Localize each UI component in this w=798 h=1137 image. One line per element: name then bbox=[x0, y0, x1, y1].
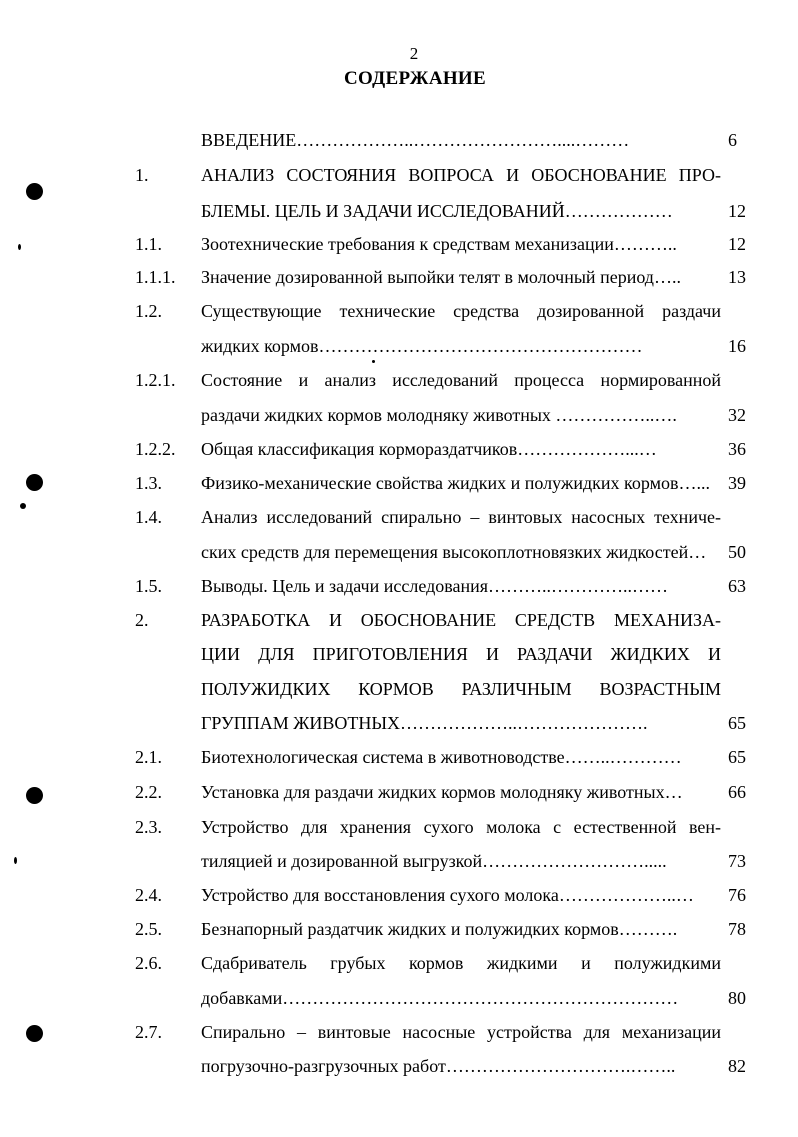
binder-hole bbox=[26, 183, 43, 200]
toc-line bbox=[0, 262, 798, 292]
toc-line bbox=[0, 160, 798, 190]
section-title: тиляцией и дозированной выгрузкой………………………..... bbox=[201, 851, 667, 871]
toc-line bbox=[0, 812, 798, 842]
section-title: погрузочно-разгрузочных работ………………………….…….. bbox=[201, 1056, 676, 1076]
section-title: ГРУППАМ ЖИВОТНЫХ………………..…………………. bbox=[201, 713, 648, 733]
toc-line bbox=[0, 125, 798, 155]
page-ref: 39 bbox=[728, 473, 746, 493]
toc-line bbox=[0, 605, 798, 635]
section-title: БЛЕМЫ. ЦЕЛЬ И ЗАДАЧИ ИССЛЕДОВАНИЙ……………… bbox=[201, 201, 673, 221]
page-ref: 73 bbox=[728, 851, 746, 871]
binder-hole bbox=[26, 1025, 43, 1042]
page-ref: 12 bbox=[728, 234, 746, 254]
toc-line bbox=[0, 880, 798, 910]
toc-line bbox=[0, 537, 798, 567]
section-number: 2.5. bbox=[135, 919, 162, 939]
page-ref: 65 bbox=[728, 747, 746, 767]
section-number: 2.7. bbox=[135, 1022, 162, 1042]
section-number: 2.3. bbox=[135, 817, 162, 837]
section-title: Выводы. Цель и задачи исследования………..…………..…… bbox=[201, 576, 669, 596]
toc-line bbox=[0, 502, 798, 532]
page-ref: 6 bbox=[728, 130, 737, 150]
toc-line bbox=[0, 1017, 798, 1047]
toc-line bbox=[0, 1051, 798, 1081]
section-title: жидких кормов……………………………………………… bbox=[201, 336, 643, 356]
section-number: 1.2. bbox=[135, 301, 162, 321]
toc-line bbox=[0, 983, 798, 1013]
page-ref: 76 bbox=[728, 885, 746, 905]
section-number: 1.1. bbox=[135, 234, 162, 254]
toc-line bbox=[0, 296, 798, 326]
page-ref: 12 bbox=[728, 201, 746, 221]
page-ref: 32 bbox=[728, 405, 746, 425]
section-number: 1.5. bbox=[135, 576, 162, 596]
section-title: Общая классификация кормораздатчиков………………...… bbox=[201, 439, 657, 459]
section-title: Установка для раздачи жидких кормов молодняку животных… bbox=[201, 782, 683, 802]
toc-line bbox=[0, 400, 798, 430]
page-ref: 66 bbox=[728, 782, 746, 802]
toc-line bbox=[0, 948, 798, 978]
section-title: ВВЕДЕНИЕ………………..……………………....……… bbox=[201, 130, 630, 150]
section-number: 2. bbox=[135, 610, 149, 630]
toc-line bbox=[0, 468, 798, 498]
section-number: 2.1. bbox=[135, 747, 162, 767]
page-ref: 63 bbox=[728, 576, 746, 596]
section-number: 2.6. bbox=[135, 953, 162, 973]
section-title: Устройство для хранения сухого молока с естественной вен- bbox=[201, 817, 721, 837]
section-title: Состояние и анализ исследований процесса нормированной bbox=[201, 370, 721, 390]
toc-line bbox=[0, 365, 798, 395]
toc-line bbox=[0, 331, 798, 361]
section-title: Анализ исследований спирально – винтовых насосных техниче- bbox=[201, 507, 721, 527]
section-number: 1.3. bbox=[135, 473, 162, 493]
binder-hole bbox=[26, 474, 43, 491]
toc-line bbox=[0, 674, 798, 704]
section-number: 2.2. bbox=[135, 782, 162, 802]
page-ref: 80 bbox=[728, 988, 746, 1008]
binder-hole bbox=[26, 787, 43, 804]
section-title: добавками………………………………………………………… bbox=[201, 988, 679, 1008]
section-number: 1.2.2. bbox=[135, 439, 176, 459]
section-title: Значение дозированной выпойки телят в молочный период….. bbox=[201, 267, 681, 287]
section-title: Существующие технические средства дозированной раздачи bbox=[201, 301, 721, 321]
section-title: Физико-механические свойства жидких и полужидких кормов…... bbox=[201, 473, 710, 493]
section-title: Безнапорный раздатчик жидких и полужидких кормов………. bbox=[201, 919, 678, 939]
section-title: РАЗРАБОТКА И ОБОСНОВАНИЕ СРЕДСТВ МЕХАНИЗА- bbox=[201, 610, 721, 630]
toc-line bbox=[0, 196, 798, 226]
toc-line bbox=[0, 742, 798, 772]
page-ref: 50 bbox=[728, 542, 746, 562]
page-ref: 16 bbox=[728, 336, 746, 356]
scan-speck bbox=[372, 360, 375, 363]
toc-line bbox=[0, 639, 798, 669]
scan-speck bbox=[14, 857, 17, 864]
section-title: АНАЛИЗ СОСТОЯНИЯ ВОПРОСА И ОБОСНОВАНИЕ ПРО- bbox=[201, 165, 721, 185]
section-title: Сдабриватель грубых кормов жидкими и полужидкими bbox=[201, 953, 721, 973]
section-title: ЦИИ ДЛЯ ПРИГОТОВЛЕНИЯ И РАЗДАЧИ ЖИДКИХ И bbox=[201, 644, 721, 664]
page-ref: 65 bbox=[728, 713, 746, 733]
page-ref: 13 bbox=[728, 267, 746, 287]
section-title: Биотехнологическая система в животноводстве……..………… bbox=[201, 747, 682, 767]
toc-line bbox=[0, 434, 798, 464]
section-number: 1.2.1. bbox=[135, 370, 176, 390]
section-title: ских средств для перемещения высокоплотновязких жидкостей… bbox=[201, 542, 707, 562]
section-title: Устройство для восстановления сухого молока………………..… bbox=[201, 885, 694, 905]
page-number: 2 bbox=[409, 44, 419, 63]
section-title: Зоотехнические требования к средствам механизации……….. bbox=[201, 234, 677, 254]
toc-line bbox=[0, 708, 798, 738]
scan-speck bbox=[20, 503, 26, 509]
section-number: 1. bbox=[135, 165, 149, 185]
section-number: 1.1.1. bbox=[135, 267, 176, 287]
page-title: СОДЕРЖАНИЕ bbox=[344, 68, 486, 89]
section-title: Спирально – винтовые насосные устройства для механизации bbox=[201, 1022, 721, 1042]
section-title: раздачи жидких кормов молодняку животных ……………..…. bbox=[201, 405, 677, 425]
page-ref: 36 bbox=[728, 439, 746, 459]
page-ref: 82 bbox=[728, 1056, 746, 1076]
toc-line bbox=[0, 777, 798, 807]
section-title: ПОЛУЖИДКИХ КОРМОВ РАЗЛИЧНЫМ ВОЗРАСТНЫМ bbox=[201, 679, 721, 699]
scan-speck bbox=[18, 244, 21, 250]
section-number: 1.4. bbox=[135, 507, 162, 527]
toc-line bbox=[0, 914, 798, 944]
toc-line bbox=[0, 571, 798, 601]
toc-line bbox=[0, 846, 798, 876]
section-number: 2.4. bbox=[135, 885, 162, 905]
toc-line bbox=[0, 229, 798, 259]
page-ref: 78 bbox=[728, 919, 746, 939]
